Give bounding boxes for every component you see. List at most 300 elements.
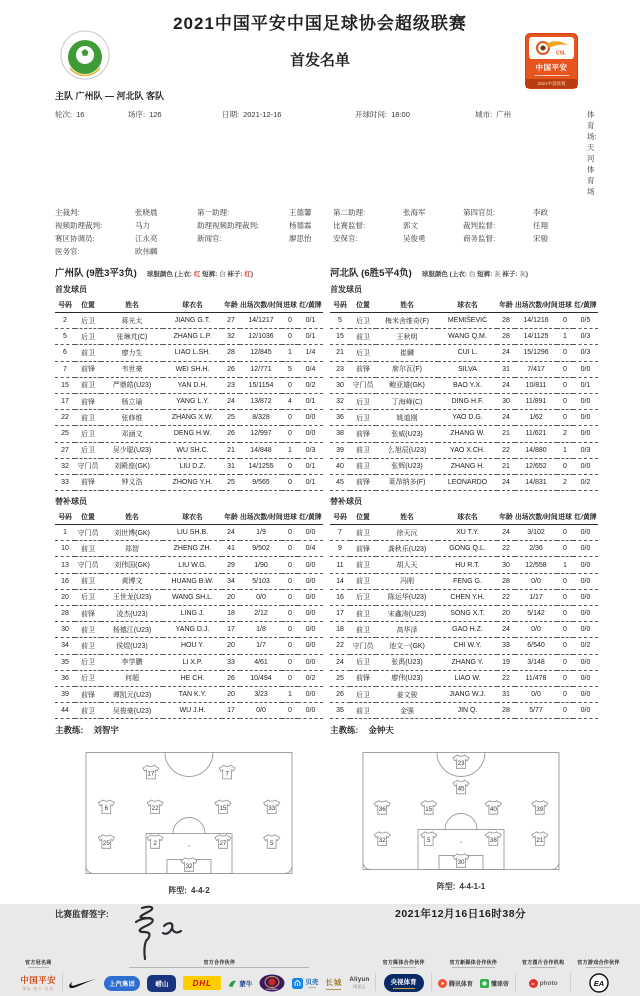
player-cell-number: 27	[55, 442, 75, 458]
player-jersey	[532, 801, 548, 815]
official-role: 第四官员:	[463, 208, 496, 217]
column-header: 进球	[557, 509, 573, 525]
player-row	[55, 361, 323, 377]
player-cell-jersey-name: YANG D.J.	[163, 622, 222, 638]
player-row	[330, 541, 598, 557]
column-header: 球衣名	[438, 297, 497, 313]
player-jersey	[421, 832, 437, 846]
player-jersey	[98, 835, 114, 849]
player-cell-age: 17	[222, 703, 240, 719]
match-meta	[55, 109, 597, 197]
player-cell-age: 34	[222, 573, 240, 589]
home-pitch	[83, 751, 295, 880]
player-cell-goals: 0	[282, 589, 298, 605]
player-cell-cards: 0/5	[573, 313, 598, 329]
icphoto-icon: ic	[529, 979, 538, 988]
csl-logo-icon	[529, 37, 574, 59]
player-cell-position: 后卫	[75, 589, 101, 605]
player-cell-cards: 0/0	[298, 703, 323, 719]
subs-titles	[55, 491, 592, 507]
signature-block	[0, 904, 640, 950]
kit-color-value: 红	[244, 271, 251, 278]
sponsor-footer	[0, 960, 640, 996]
official-role: 赛区协调员:	[55, 234, 95, 243]
player-cell-cards: 0/3	[573, 329, 598, 345]
player-cell-apps-minutes: 4/61	[240, 654, 282, 670]
icphoto-wordmark: photo	[539, 979, 558, 987]
formation-diagrams	[55, 751, 592, 896]
player-cell-cards: 0/1	[298, 329, 323, 345]
player-jersey	[453, 781, 469, 795]
player-cell-age: 24	[497, 474, 515, 490]
player-cell-name: 吴少聪(U23)	[101, 442, 163, 458]
column-header: 进球	[282, 297, 298, 313]
player-cell-name: 邓涵文	[101, 426, 163, 442]
player-row	[55, 442, 323, 458]
csl-divider	[535, 75, 569, 76]
player-jersey	[264, 835, 280, 849]
column-header: 位置	[350, 509, 376, 525]
player-cell-jersey-name: BAO Y.X.	[438, 377, 497, 393]
column-header: 红/黄牌	[298, 509, 323, 525]
player-row	[330, 426, 598, 442]
sponsor-group	[438, 960, 509, 996]
meta-item	[128, 109, 222, 197]
home-formation-diagram	[55, 751, 323, 896]
sponsor-group	[69, 960, 369, 996]
player-cell-apps-minutes: 5/103	[240, 573, 282, 589]
sponsor-group	[382, 960, 424, 996]
player-cell-apps-minutes: 12/652	[515, 458, 557, 474]
player-cell-cards: 0/1	[298, 458, 323, 474]
svg-text:25: 25	[102, 840, 110, 848]
player-cell-cards: 0/4	[298, 541, 323, 557]
player-cell-position: 后卫	[75, 329, 101, 345]
player-cell-position: 前卫	[75, 703, 101, 719]
greatwall-logo	[325, 977, 342, 990]
player-cell-name: 张禹(U23)	[376, 654, 438, 670]
player-cell-goals: 0	[557, 361, 573, 377]
player-cell-cards: 0/0	[573, 670, 598, 686]
player-cell-cards: 0/1	[298, 313, 323, 329]
player-jersey	[264, 800, 280, 814]
player-cell-apps-minutes: 0/0	[515, 622, 557, 638]
player-cell-apps-minutes: 0/0	[515, 686, 557, 702]
saic-logo	[104, 976, 140, 991]
kit-color-value: 灰	[519, 271, 526, 278]
kit-color-value: 灰	[494, 271, 501, 278]
player-row	[330, 606, 598, 622]
player-cell-number: 39	[330, 442, 350, 458]
player-jersey	[485, 801, 501, 815]
svg-text:33: 33	[268, 805, 276, 813]
official-cell	[197, 206, 333, 219]
player-row	[55, 557, 323, 573]
player-cell-age: 28	[497, 329, 515, 345]
player-cell-position: 前锋	[75, 474, 101, 490]
roster-table	[55, 297, 323, 491]
player-cell-age: 22	[497, 442, 515, 458]
player-cell-age: 21	[222, 442, 240, 458]
player-cell-apps-minutes: 11/621	[515, 426, 557, 442]
player-cell-name: 龚秋乐(U23)	[376, 541, 438, 557]
officials-row	[55, 232, 592, 245]
official-role: 新闻官:	[197, 234, 222, 243]
player-row	[330, 686, 598, 702]
player-cell-number: 16	[55, 573, 75, 589]
player-cell-number: 34	[55, 638, 75, 654]
player-row	[55, 474, 323, 490]
player-cell-position: 守门员	[75, 557, 101, 573]
player-cell-goals: 0	[282, 541, 298, 557]
svg-text:2: 2	[153, 840, 157, 848]
player-cell-number: 40	[330, 458, 350, 474]
sponsor-logos-row	[577, 970, 619, 996]
player-row	[330, 329, 598, 345]
player-cell-number: 30	[55, 622, 75, 638]
column-header: 球衣名	[163, 509, 222, 525]
player-cell-apps-minutes: 12/1036	[240, 329, 282, 345]
svg-text:36: 36	[378, 806, 386, 814]
player-cell-apps-minutes: 0/0	[240, 589, 282, 605]
player-cell-goals: 0	[557, 313, 573, 329]
player-cell-jersey-name: ZHANG X.W.	[163, 410, 222, 426]
player-jersey	[215, 800, 231, 814]
player-cell-position: 守门员	[75, 525, 101, 541]
player-cell-number: 36	[330, 410, 350, 426]
saic-wordmark: 上汽集团	[109, 981, 136, 988]
player-cell-name: 高华泽	[376, 622, 438, 638]
player-cell-name: 韦世豪	[101, 361, 163, 377]
player-cell-goals: 0	[557, 573, 573, 589]
away-pitch	[360, 751, 562, 876]
player-cell-number: 21	[330, 345, 350, 361]
player-cell-name: 池文一(GK)	[376, 638, 438, 654]
sponsor-group	[20, 960, 56, 996]
carabao-icon	[259, 974, 285, 992]
player-cell-apps-minutes: 12/771	[240, 361, 282, 377]
content	[0, 89, 640, 896]
kit-part-label: 袜子:	[225, 271, 245, 278]
sponsor-group-subline	[530, 967, 555, 968]
svg-text:5: 5	[269, 840, 274, 848]
player-cell-jersey-name: WU SH.C.	[163, 442, 222, 458]
column-header: 姓名	[376, 509, 438, 525]
player-cell-apps-minutes: 1/90	[240, 557, 282, 573]
player-cell-position: 后卫	[350, 410, 376, 426]
beike-shell-icon	[292, 978, 303, 989]
official-cell	[197, 245, 333, 258]
player-cell-position: 前卫	[350, 525, 376, 541]
player-cell-jersey-name: MEMIŠEVIĆ	[438, 313, 497, 329]
home-kit-colors	[147, 269, 253, 278]
player-cell-position: 前卫	[350, 329, 376, 345]
player-cell-age: 22	[497, 589, 515, 605]
player-cell-name: 谭凯元(U23)	[101, 686, 163, 702]
player-row	[55, 329, 323, 345]
kit-part-label: 上衣:	[176, 271, 194, 278]
cfa-logo-graphic	[60, 30, 110, 80]
carabao-logo	[259, 974, 285, 992]
column-header: 出场次数/时间	[240, 509, 282, 525]
official-role: 视频助理裁判:	[55, 221, 103, 230]
coaches-row	[55, 719, 592, 736]
player-cell-number: 5	[55, 329, 75, 345]
column-header: 姓名	[101, 297, 163, 313]
player-cell-goals: 1	[282, 442, 298, 458]
tencent-logo	[438, 979, 473, 988]
player-cell-position: 守门员	[350, 638, 376, 654]
player-cell-cards: 0/0	[298, 426, 323, 442]
player-cell-goals: 0	[557, 541, 573, 557]
player-cell-position: 后卫	[350, 654, 376, 670]
greatwall-underline	[326, 989, 341, 990]
official-name: 张海军	[403, 208, 426, 217]
starters-tables	[55, 295, 597, 491]
official-cell	[333, 219, 463, 232]
roster-header-row	[55, 297, 323, 313]
player-cell-position: 前卫	[75, 377, 101, 393]
team-headers	[55, 265, 592, 279]
supervisor-signature	[122, 902, 202, 962]
player-cell-jersey-name: ZHENG ZH.	[163, 541, 222, 557]
player-cell-name: 胡人天	[376, 557, 438, 573]
official-cell	[463, 219, 592, 232]
player-cell-position: 前卫	[350, 557, 376, 573]
player-row	[330, 377, 598, 393]
player-cell-goals: 0	[557, 377, 573, 393]
player-row	[55, 458, 323, 474]
player-cell-cards: 0/0	[298, 638, 323, 654]
player-cell-name: 侯煜(U23)	[101, 638, 163, 654]
player-cell-name: 冯刚	[376, 573, 438, 589]
player-cell-age: 28	[497, 313, 515, 329]
mengniu-wordmark: 蒙牛	[239, 980, 253, 988]
player-cell-goals: 0	[557, 589, 573, 605]
official-cell	[55, 232, 197, 245]
player-cell-number: 35	[55, 654, 75, 670]
player-cell-name: 钟义浩	[101, 474, 163, 490]
svg-text:22: 22	[151, 805, 159, 813]
sponsor-group-subline	[586, 967, 611, 968]
officials-grid	[55, 206, 592, 258]
player-cell-goals: 1	[557, 557, 573, 573]
csl-brand-text: 中国平安	[535, 63, 568, 72]
mengniu-icon	[228, 979, 237, 988]
kit-label: 球服颜色 (	[421, 271, 452, 278]
ea-sports-icon	[589, 973, 609, 993]
player-row	[330, 525, 598, 541]
player-cell-cards: 0/0	[573, 573, 598, 589]
tencent-sports-icon	[438, 979, 447, 988]
player-cell-age: 28	[222, 345, 240, 361]
player-cell-cards: 0/4	[298, 361, 323, 377]
sponsor-group-label: 官方图片合作机构	[521, 960, 565, 967]
player-cell-goals: 0	[557, 654, 573, 670]
player-cell-cards: 0/0	[298, 654, 323, 670]
player-cell-name: 席尔瓦(F)	[376, 361, 438, 377]
svg-text:32: 32	[378, 837, 386, 845]
player-cell-cards: 0/3	[573, 442, 598, 458]
player-row	[330, 703, 598, 719]
player-cell-name: 梅米舍维奇(F)	[376, 313, 438, 329]
column-header: 号码	[55, 297, 75, 313]
aliyun-logo	[349, 977, 369, 990]
player-cell-position: 后卫	[350, 313, 376, 329]
player-cell-apps-minutes: 13/872	[240, 393, 282, 409]
column-header: 号码	[330, 297, 350, 313]
official-name: 江永亮	[135, 234, 158, 243]
player-cell-age: 19	[497, 654, 515, 670]
player-cell-jersey-name: HUANG B.W.	[163, 573, 222, 589]
player-cell-jersey-name: XU T.Y.	[438, 525, 497, 541]
player-cell-apps-minutes: 15/1296	[515, 345, 557, 361]
player-row	[330, 361, 598, 377]
meta-item	[355, 109, 475, 197]
column-header: 号码	[55, 509, 75, 525]
player-cell-name: 张威(U23)	[376, 426, 438, 442]
player-cell-age: 31	[497, 361, 515, 377]
cctv-sports-wordmark: 央视体育	[390, 979, 417, 987]
player-cell-name: 凌杰(U23)	[101, 606, 163, 622]
player-cell-number: 7	[55, 361, 75, 377]
player-cell-jersey-name: ZHANG L.P.	[163, 329, 222, 345]
player-cell-goals: 2	[557, 426, 573, 442]
player-cell-name: 刘殿座(GK)	[101, 458, 163, 474]
player-cell-position: 后卫	[350, 686, 376, 702]
column-header: 年龄	[222, 509, 240, 525]
player-row	[330, 573, 598, 589]
player-cell-number: 17	[55, 393, 75, 409]
pingan-wordmark: 中国平安	[20, 975, 57, 986]
player-cell-number: 10	[55, 541, 75, 557]
player-cell-number: 11	[330, 557, 350, 573]
player-cell-name: 廖力生	[101, 345, 163, 361]
player-cell-jersey-name: LIU W.G.	[163, 557, 222, 573]
player-cell-apps-minutes: 14/880	[515, 442, 557, 458]
officials-row	[55, 245, 592, 258]
player-cell-name: 姜文骏	[376, 686, 438, 702]
player-cell-position: 前卫	[350, 573, 376, 589]
player-cell-jersey-name: YAN D.H.	[163, 377, 222, 393]
kit-color-value: 白	[219, 271, 226, 278]
official-name: 王德馨	[289, 208, 312, 217]
official-cell	[55, 245, 197, 258]
player-cell-age: 20	[497, 606, 515, 622]
kit-color-value: 白	[468, 271, 476, 278]
player-row	[55, 589, 323, 605]
player-cell-position: 守门员	[350, 377, 376, 393]
player-cell-jersey-name: LEONARDO	[438, 474, 497, 490]
player-jersey	[147, 800, 163, 814]
player-cell-age: 21	[497, 458, 515, 474]
player-cell-goals: 0	[557, 410, 573, 426]
player-cell-position: 后卫	[350, 393, 376, 409]
player-row	[330, 442, 598, 458]
player-cell-apps-minutes: 1/7	[240, 638, 282, 654]
sponsor-group	[577, 960, 619, 996]
player-cell-position: 前卫	[350, 703, 376, 719]
svg-text:45: 45	[457, 785, 465, 793]
player-row	[55, 426, 323, 442]
away-formation-label: 阵型: 4-4-1-1	[436, 882, 486, 892]
player-cell-age: 27	[222, 313, 240, 329]
official-name: 欧伟麟	[135, 247, 158, 256]
player-cell-age: 31	[222, 458, 240, 474]
player-cell-cards: 0/0	[298, 557, 323, 573]
player-cell-name: 杨立瑜	[101, 393, 163, 409]
player-cell-position: 后卫	[350, 345, 376, 361]
player-cell-jersey-name: JIANG G.T.	[163, 313, 222, 329]
player-cell-age: 26	[222, 361, 240, 377]
kit-part-label: 短裤:	[475, 271, 495, 278]
player-cell-goals: 1	[557, 329, 573, 345]
player-row	[55, 686, 323, 702]
svg-text:40: 40	[489, 806, 497, 814]
away-kit-colors	[422, 269, 528, 278]
player-cell-apps-minutes: 9/502	[240, 541, 282, 557]
officials-row	[55, 206, 592, 219]
player-cell-name: 刘伟国(GK)	[101, 557, 163, 573]
page-title: 2021中国平安中国足球协会超级联赛	[173, 14, 467, 33]
official-cell	[463, 206, 592, 219]
player-cell-age: 24	[497, 345, 515, 361]
player-cell-name: 鲍亚雄(GK)	[376, 377, 438, 393]
meta-value: 天河体育场	[587, 143, 595, 196]
player-cell-apps-minutes: 15/1154	[240, 377, 282, 393]
meta-item	[587, 109, 601, 197]
player-jersey	[485, 832, 501, 846]
beike-wordmark: 贝壳	[305, 978, 319, 986]
player-jersey	[219, 766, 235, 780]
player-cell-age: 21	[497, 426, 515, 442]
player-cell-age: 30	[497, 557, 515, 573]
player-jersey	[147, 835, 163, 849]
player-cell-number: 20	[55, 589, 75, 605]
player-cell-age: 22	[497, 670, 515, 686]
player-cell-cards: 0/0	[573, 361, 598, 377]
player-cell-jersey-name: WANG SH.L.	[163, 589, 222, 605]
sponsor-group-subline	[452, 967, 495, 968]
player-cell-apps-minutes: 0/0	[515, 573, 557, 589]
official-cell	[197, 232, 333, 245]
official-name: 杨德霖	[289, 221, 312, 230]
player-cell-goals: 0	[557, 458, 573, 474]
player-cell-cards: 0/1	[573, 377, 598, 393]
player-row	[55, 573, 323, 589]
column-header: 红/黄牌	[573, 297, 598, 313]
player-cell-jersey-name: WU J.H.	[163, 703, 222, 719]
player-cell-position: 前卫	[350, 606, 376, 622]
player-cell-age: 24	[497, 410, 515, 426]
player-jersey	[453, 755, 469, 769]
official-name: 郭文	[403, 221, 418, 230]
column-header: 红/黄牌	[573, 509, 598, 525]
player-cell-cards: 0/0	[298, 606, 323, 622]
player-cell-cards: 0/0	[573, 606, 598, 622]
official-cell	[333, 245, 463, 258]
player-cell-goals: 1	[282, 686, 298, 702]
player-row	[55, 377, 323, 393]
player-cell-goals: 1	[282, 345, 298, 361]
player-cell-jersey-name: JIN Q.	[438, 703, 497, 719]
sponsor-group-label: 官方媒体合作伙伴	[382, 960, 425, 967]
player-cell-apps-minutes: 9/565	[240, 474, 282, 490]
home-team-header	[55, 265, 330, 279]
player-row	[330, 670, 598, 686]
player-cell-goals: 0	[282, 654, 298, 670]
player-cell-cards: 0/0	[298, 410, 323, 426]
